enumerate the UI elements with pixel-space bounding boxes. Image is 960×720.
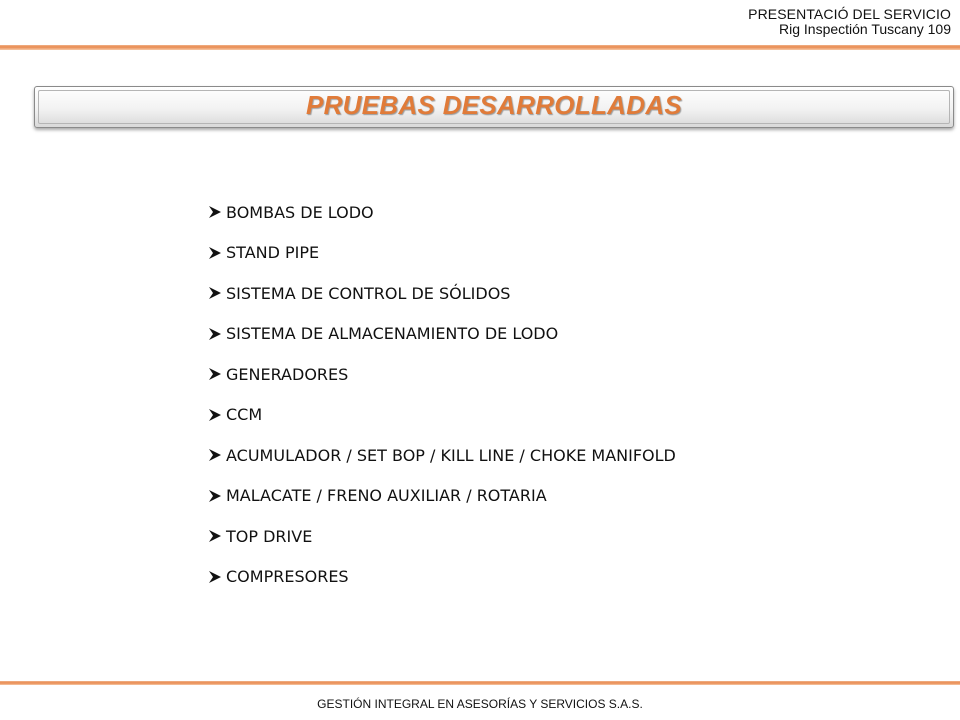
list-item <box>206 516 676 557</box>
list-item-label: GENERADORES <box>226 364 349 384</box>
list-item <box>206 435 676 476</box>
footer-company-name: GESTIÓN INTEGRAL EN ASESORÍAS Y SERVICIOS S.A.S. <box>317 697 643 711</box>
arrowhead-bullet-icon <box>206 244 224 262</box>
tests-list <box>206 192 676 597</box>
list-item <box>206 395 676 436</box>
list-item-label: COMPRESORES <box>226 567 349 587</box>
slide-title: PRUEBAS DESARROLLADAS <box>305 90 683 120</box>
arrowhead-bullet-icon <box>206 325 224 343</box>
list-item-label: MALACATE / FRENO AUXILIAR / ROTARIA <box>226 486 547 506</box>
arrowhead-bullet-icon <box>206 568 224 586</box>
list-item <box>206 233 676 274</box>
header-service-title: PRESENTACIÓ DEL SERVICIO <box>748 6 951 22</box>
arrowhead-bullet-icon <box>206 406 224 424</box>
list-item-label: STAND PIPE <box>226 243 320 263</box>
arrowhead-bullet-icon <box>206 527 224 545</box>
list-item-label: ACUMULADOR / SET BOP / KILL LINE / CHOKE MANIFOLD <box>226 445 676 465</box>
slide-header <box>748 7 951 37</box>
arrowhead-bullet-icon <box>206 365 224 383</box>
arrowhead-bullet-icon <box>206 446 224 464</box>
bottom-divider <box>0 681 960 685</box>
list-item-label: CCM <box>226 405 263 425</box>
list-item-label: SISTEMA DE CONTROL DE SÓLIDOS <box>226 283 511 303</box>
arrowhead-bullet-icon <box>206 487 224 505</box>
list-item-label: TOP DRIVE <box>226 526 313 546</box>
header-rig-subtitle: Rig Inspectión Tuscany 109 <box>779 21 951 37</box>
list-item <box>206 557 676 598</box>
list-item <box>206 476 676 517</box>
top-divider <box>0 45 960 50</box>
arrowhead-bullet-icon <box>206 284 224 302</box>
list-item-label: SISTEMA DE ALMACENAMIENTO DE LODO <box>226 324 559 344</box>
list-item <box>206 192 676 233</box>
list-item <box>206 273 676 314</box>
list-item <box>206 314 676 355</box>
arrowhead-bullet-icon <box>206 203 224 221</box>
title-banner <box>34 86 954 128</box>
list-item <box>206 354 676 395</box>
list-item-label: BOMBAS DE LODO <box>226 202 374 222</box>
